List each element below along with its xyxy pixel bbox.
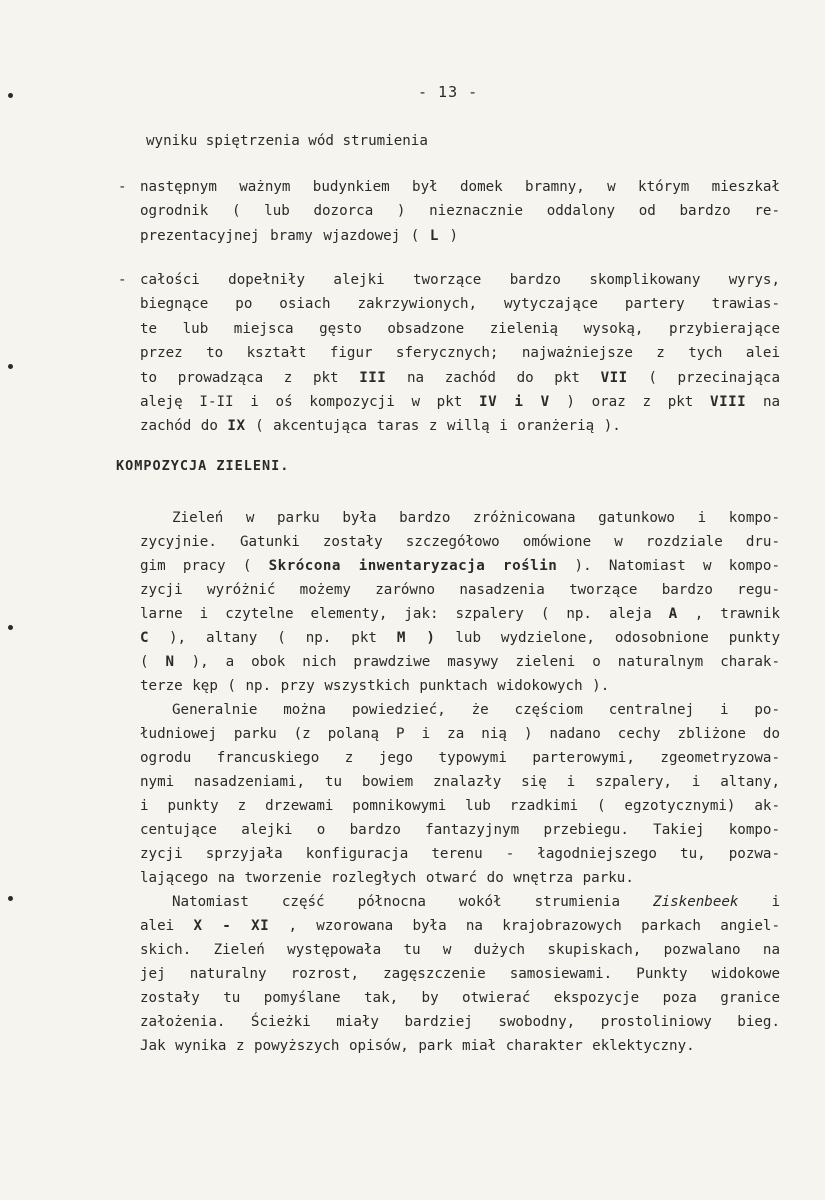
binder-hole — [8, 93, 13, 98]
para2-line2: łudniowej parku (z polaną P i za nią ) nadano cechy zbliżone do — [140, 726, 780, 742]
binder-hole — [8, 896, 13, 901]
item2-line4: przez to kształt figur sferycznych; najważniejsze z tych alei — [140, 345, 780, 361]
intro-line: wyniku spiętrzenia wód strumienia — [146, 133, 428, 149]
binder-hole — [8, 364, 13, 369]
item1-line3: prezentacyjnej bramy wjazdowej ( L ) — [140, 228, 459, 244]
para2-line6: centujące alejki o bardzo fantazyjnym przebiegu. Takiej kompo- — [140, 822, 780, 838]
para1-line3: gim pracy ( Skrócona inwentaryzacja roślin ). Natomiast w kompo- — [140, 558, 781, 574]
para2-line4: nymi nasadzeniami, tu bowiem znalazły się i szpalery, i altany, — [140, 774, 780, 790]
para3-line5: zostały tu pomyślane tak, by otwierać ekspozycje poza granice — [140, 990, 780, 1006]
para1-line7: ( N ), a obok nich prawdziwe masywy zieleni o naturalnym charak- — [140, 654, 780, 670]
para1-line8: terze kęp ( np. przy wszystkich punktach widokowych ). — [140, 678, 610, 694]
item2-line6: aleję I-II i oś kompozycji w pkt IV i V ) oraz z pkt VIII na — [140, 394, 781, 410]
para1-line5: larne i czytelne elementy, jak: szpalery ( np. aleja A , trawnik — [140, 606, 780, 622]
para2-line5: i punkty z drzewami pomnikowymi lub rzadkimi ( egzotycznymi) ak- — [140, 798, 780, 814]
list-dash: - — [118, 179, 127, 195]
para3-line6: założenia. Ścieżki miały bardziej swobodny, prostoliniowy bieg. — [140, 1014, 780, 1030]
item2-line3: te lub miejsca gęsto obsadzone zielenią wysoką, przybierające — [140, 321, 780, 337]
section-heading: KOMPOZYCJA ZIELENI. — [116, 458, 290, 474]
para1-line2: zycyjnie. Gatunki zostały szczegółowo omówione w rozdziale dru- — [140, 534, 780, 550]
item2-line1: całości dopełniły alejki tworzące bardzo skomplikowany wyrys, — [140, 272, 780, 288]
para1-line6: C ), altany ( np. pkt M ) lub wydzielone, odosobnione punkty — [140, 630, 780, 646]
item2-line2: biegnące po osiach zakrzywionych, wytyczające partery trawias- — [140, 296, 780, 312]
para3-line2: alei X - XI , wzorowana była na krajobrazowych parkach angiel- — [140, 918, 780, 934]
para3-line4: jej naturalny rozrost, zagęszczenie samosiewami. Punkty widokowe — [140, 966, 780, 982]
item2-line5: to prowadząca z pkt III na zachód do pkt VII ( przecinająca — [140, 370, 781, 386]
para1-line4: zycji wyróżnić możemy zarówno nasadzenia tworzące bardzo regu- — [140, 582, 780, 598]
item1-line2: ogrodnik ( lub dozorca ) nieznacznie oddalony od bardzo re- — [140, 203, 780, 219]
para2-line3: ogrodu francuskiego z jego typowymi parterowymi, zgeometryzowa- — [140, 750, 780, 766]
para2-line8: lającego na tworzenie rozległych otwarć do wnętrza parku. — [140, 870, 634, 886]
item2-line7: zachód do IX ( akcentująca taras z willą i oranżerią ). — [140, 418, 621, 434]
para2-line1: Generalnie można powiedzieć, że częściom centralnej i po- — [172, 702, 780, 718]
list-dash: - — [118, 272, 127, 288]
para3-line3: skich. Zieleń występowała tu w dużych skupiskach, pozwalano na — [140, 942, 780, 958]
item1-line1: następnym ważnym budynkiem był domek bramny, w którym mieszkał — [140, 179, 780, 195]
para2-line7: zycji sprzyjała konfiguracja terenu - łagodniejszego tu, pozwa- — [140, 846, 780, 862]
binder-hole — [8, 625, 13, 630]
para3-line1: Natomiast część północna wokół strumienia Ziskenbeek i — [172, 894, 780, 910]
page-number: - 13 - — [418, 83, 479, 101]
para3-line7: Jak wynika z powyższych opisów, park miał charakter eklektyczny. — [140, 1038, 695, 1054]
para1-line1: Zieleń w parku była bardzo zróżnicowana gatunkowo i kompo- — [172, 510, 780, 526]
